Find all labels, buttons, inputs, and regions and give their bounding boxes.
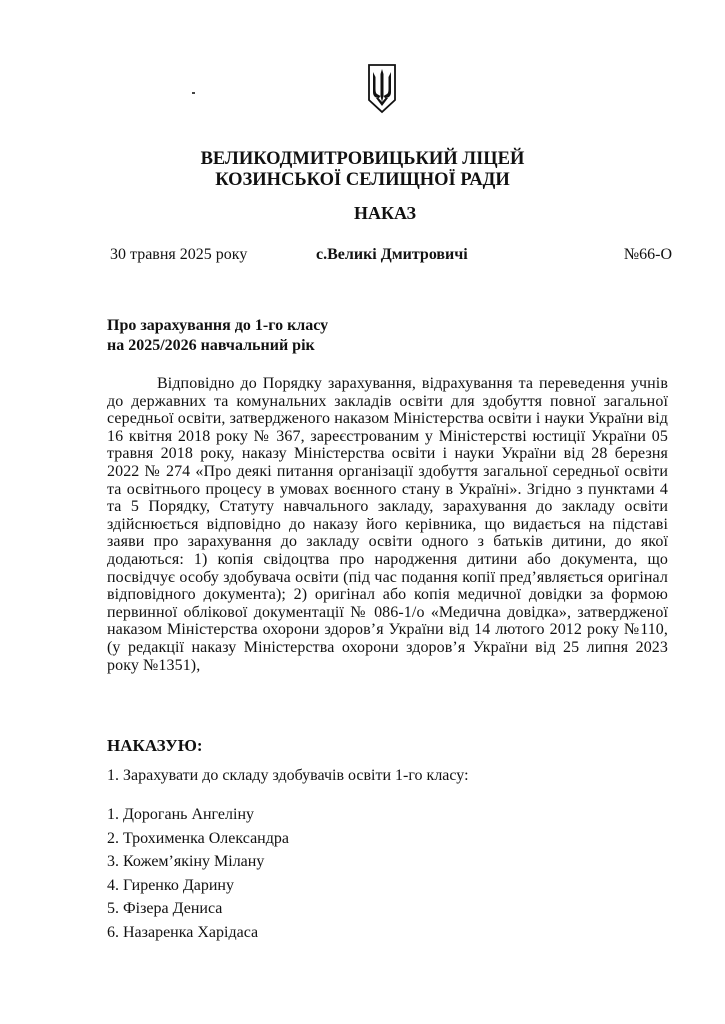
document-type-title: НАКАЗ <box>353 203 417 223</box>
student-list <box>107 803 289 945</box>
trident-emblem-icon <box>367 62 397 114</box>
organization-name-line1: ВЕЛИКОДМИТРОВИЦЬКИЙ ЛІЦЕЙ <box>200 149 525 169</box>
order-heading: НАКАЗУЮ: <box>107 736 203 755</box>
student-list-item: 5. Фізера Дениса <box>107 900 223 918</box>
document-place: с.Великі Дмитровичі <box>316 246 468 263</box>
scan-speck <box>192 92 195 94</box>
document-date: 30 травня 2025 року <box>110 246 248 263</box>
document-meta-row <box>108 246 672 268</box>
subject-line-2: на 2025/2026 навчальний рік <box>107 337 315 354</box>
student-list-item: 1. Дорогань Ангеліну <box>107 806 254 823</box>
preamble-paragraph: Відповідно до Порядку зарахування, відрахування та переведення учнів до державних та комунальних закладів освіти для здобуття повної загальної середньої освіти, затвердженого наказом Міністерства освіти і науки України від 16 квітня 2018 року № 367, зареєстрованим у Міністерстві юстиції України 05 травня 2018 року, наказу Міністерства освіти і науки України від 28 березня 2022 № 274 «Про деякі питання організації здобуття загальної середньої освіти та освітнього процесу в умовах воєнного стану в Україні». Згідно з пунктами 4 та 5 Порядку, Статуту навчального закладу, зарахування до закладу освіти здійснюється відповідно до наказу його керівника, що видається на підставі заяви про зарахування до закладу освіти одного з батьків дитини, до якої додаються: 1) копія свідоцтва про народження дитини або документа, що посвідчує особу здобувача освіти (під час подання копії пред’являється оригінал відповідного документа); 2) оригінал або копія медичної довідки за формою первинної облікової документації № 086-1/о «Медична довідка», затвердженої наказом Міністерства охорони здоров’я України від 14 лютого 2012 року №110, (у редакції наказу Міністерства охорони здоров’я України від 25 липня 2023 року №1351), <box>107 375 668 674</box>
document-subject <box>107 316 328 356</box>
document-number: №66-О <box>623 246 672 263</box>
student-list-item: 3. Кожем’якіну Мілану <box>107 853 265 871</box>
organization-name-line2: КОЗИНСЬКОЇ СЕЛИЩНОЇ РАДИ <box>215 170 510 190</box>
student-list-item: 4. Гиренко Дарину <box>107 876 234 894</box>
order-item-1: 1. Зарахувати до складу здобувачів освіти 1-го класу: <box>107 767 469 784</box>
student-list-item: 2. Трохименка Олександра <box>107 829 289 847</box>
subject-line-1: Про зарахування до 1-го класу <box>107 317 329 334</box>
student-list-item: 6. Назаренка Харідаса <box>107 923 259 941</box>
